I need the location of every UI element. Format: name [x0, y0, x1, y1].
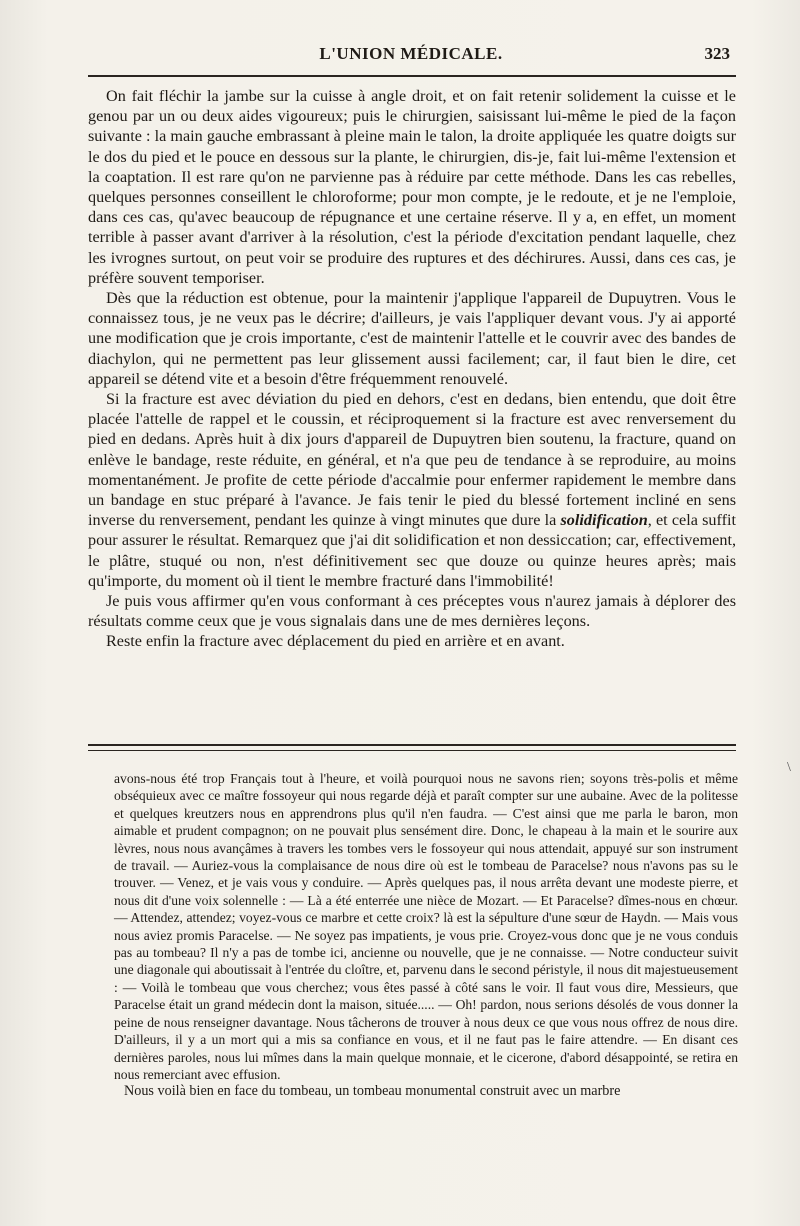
running-title: L'UNION MÉDICALE.	[319, 44, 503, 63]
feuilleton-last-line: Nous voilà bien en face du tombeau, un tombeau monumental construit avec un marbre	[124, 1083, 621, 1100]
italic-term-solidification: solidification	[560, 511, 648, 530]
margin-mark: \	[787, 760, 791, 775]
feuilleton-paragraph: avons-nous été trop Français tout à l'heure, et voilà pourquoi nous ne savons rien; soyons très-polis et même obséquieux avec ce maître fossoyeur qui nous regarde déjà et paraît compter sur une aubaine. Avec de la politesse et quelques kreutzers nous en apprendrons plus qu'il n'en faudra. — C'est ainsi que me parla le baron, mon aimable et prudent compagnon; on ne pouvait plus sensément dire. Donc, le chapeau à la main et le sourire aux lèvres, nous nous avançâmes à travers les tombes vers le fossoyeur qui nous attendait, appuyé sur son instrument de travail. — Auriez-vous la complaisance de nous dire où est le tombeau de Paracelse? nous n'avons pas su le trouver. — Venez, et je vais vous y conduire. — Après quelques pas, il nous arrêta devant une modeste pierre, et nous dit d'une voix solennelle : — Là a été enterrée une nièce de Mozart. — Et Paracelse? dîmes-nous en chœur. — Attendez, attendez; voyez-vous ce marbre et cette croix? là est la sépulture d'une sœur de Haydn. — Mais vous nous aviez promis Paracelse. — Ne soyez pas impatients, je vous prie. Croyez-vous donc que je ne vous conduis pas au tombeau? Il n'y a pas de tombe ici, ancienne ou nouvelle, que je ne connaisse. — Notre conducteur suivit une diagonale qui aboutissait à l'entrée du cloître, et, parvenu dans le second péristyle, il nous dit majestueusement : — Voilà le tombeau que vous cherchez; vous êtes passé à côté sans le voir. Il faut vous dire, Messieurs, que Paracelse était un grand médecin dont la maison, située..... — Oh! pardon, nous serions désolés de vous donner la peine de nous renseigner davantage. Nous tâcherons de trouver à nous deux ce que vous nous offrez de nous dire. D'ailleurs, il y a un mort qui a mis sa confiance en vous, et il ne faut pas le faire attendre. — En disant ces dernières paroles, nous lui mîmes dans la main quelque monnaie, et le cicerone, d'abord désappointé, se retira en nous remerciant avec effusion.	[114, 771, 738, 1082]
section-rule-thick	[88, 744, 736, 746]
paragraph-dupuytren-apparatus: Dès que la réduction est obtenue, pour la maintenir j'applique l'appareil de Dupuytren. Vous le connaissez tous, je ne veux pas le décrire; d'ailleurs, je vais l'appliquer devant vous. J'y ai apporté une modification que je crois importante, c'est de maintenir l'attelle et le couvrir avec des bandes de diachylon, qui ne permettent pas leur glissement aussi facilement; car, il faut bien le dire, cet appareil se détend vite et a besoin d'être fréquemment renouvelé.	[88, 289, 736, 388]
header-rule	[88, 75, 736, 77]
paragraph-remaining-fracture: Reste enfin la fracture avec déplacement du pied en arrière et en avant.	[106, 632, 565, 651]
paragraph-reduction-method: On fait fléchir la jambe sur la cuisse à angle droit, et on fait retenir solidement la cuisse et le genou par un ou deux aides vigoureux; puis le chirurgien, saisissant lui-même le pied de la façon suivante : la main gauche embrassant à pleine main le talon, la droite appliquée les quatre doigts sur le dos du pied et le pouce en dessous sur la plante, le chirurgien, dis-je, fait lui-même l'extension et la coaptation. Il est rare qu'on ne parvienne pas à réduire par cette méthode. Dans les cas rebelles, quelques personnes conseillent le chloroforme; pour mon compte, je le redoute, et je ne l'emploie, dans ces cas, qu'avec beaucoup de répugnance et une certaine réserve. Il y a, en effet, un moment terrible à passer avant d'arriver à la résolution, c'est la période d'excitation pendant laquelle, chez les ivrognes surtout, on peut voir se produire des ruptures et des déchirures. Aussi, dans ces cas, je préfère souvent temporiser.	[88, 87, 736, 287]
section-rule-thin	[88, 750, 736, 751]
page-header	[88, 44, 734, 74]
page-number: 323	[704, 44, 730, 63]
main-article	[88, 86, 736, 652]
paragraph-deviation-fracture	[88, 389, 736, 591]
paragraph-text: Si la fracture est avec déviation du pied en dehors, c'est en dedans, bien entendu, que doit être placée l'attelle de rappel et le coussin, et réciproquement si la fracture est avec renversement du pied en dedans. Après huit à dix jours d'appareil de Dupuytren bien soutenu, la fracture, quand on enlève le bandage, reste réduite, en général, et n'a que peu de tendance à se reproduire, au moins momentanément. Je profite de cette période d'accalmie pour enfermer rapidement le membre dans un bandage en stuc préparé à l'avance. Je fais tenir le pied du blessé fortement incliné en sens inverse du renversement, pendant les quinze à vingt minutes que dure la	[88, 390, 736, 530]
paragraph-text: , et cela suffit pour assurer le résultat. Remarquez que j'ai dit solidification et non dessiccation; car, effectivement, le plâtre, stuqué ou non, n'est définitivement sec que douze ou quinze heures après; mais qu'importe, du moment où il tient le membre fracturé dans l'immobilité!	[88, 511, 736, 590]
paragraph-precepts: Je puis vous affirmer qu'en vous conformant à ces préceptes vous n'aurez jamais à déplorer des résultats comme ceux que je vous signalais dans une de mes dernières leçons.	[88, 592, 736, 631]
feuilleton-column	[114, 770, 738, 1101]
